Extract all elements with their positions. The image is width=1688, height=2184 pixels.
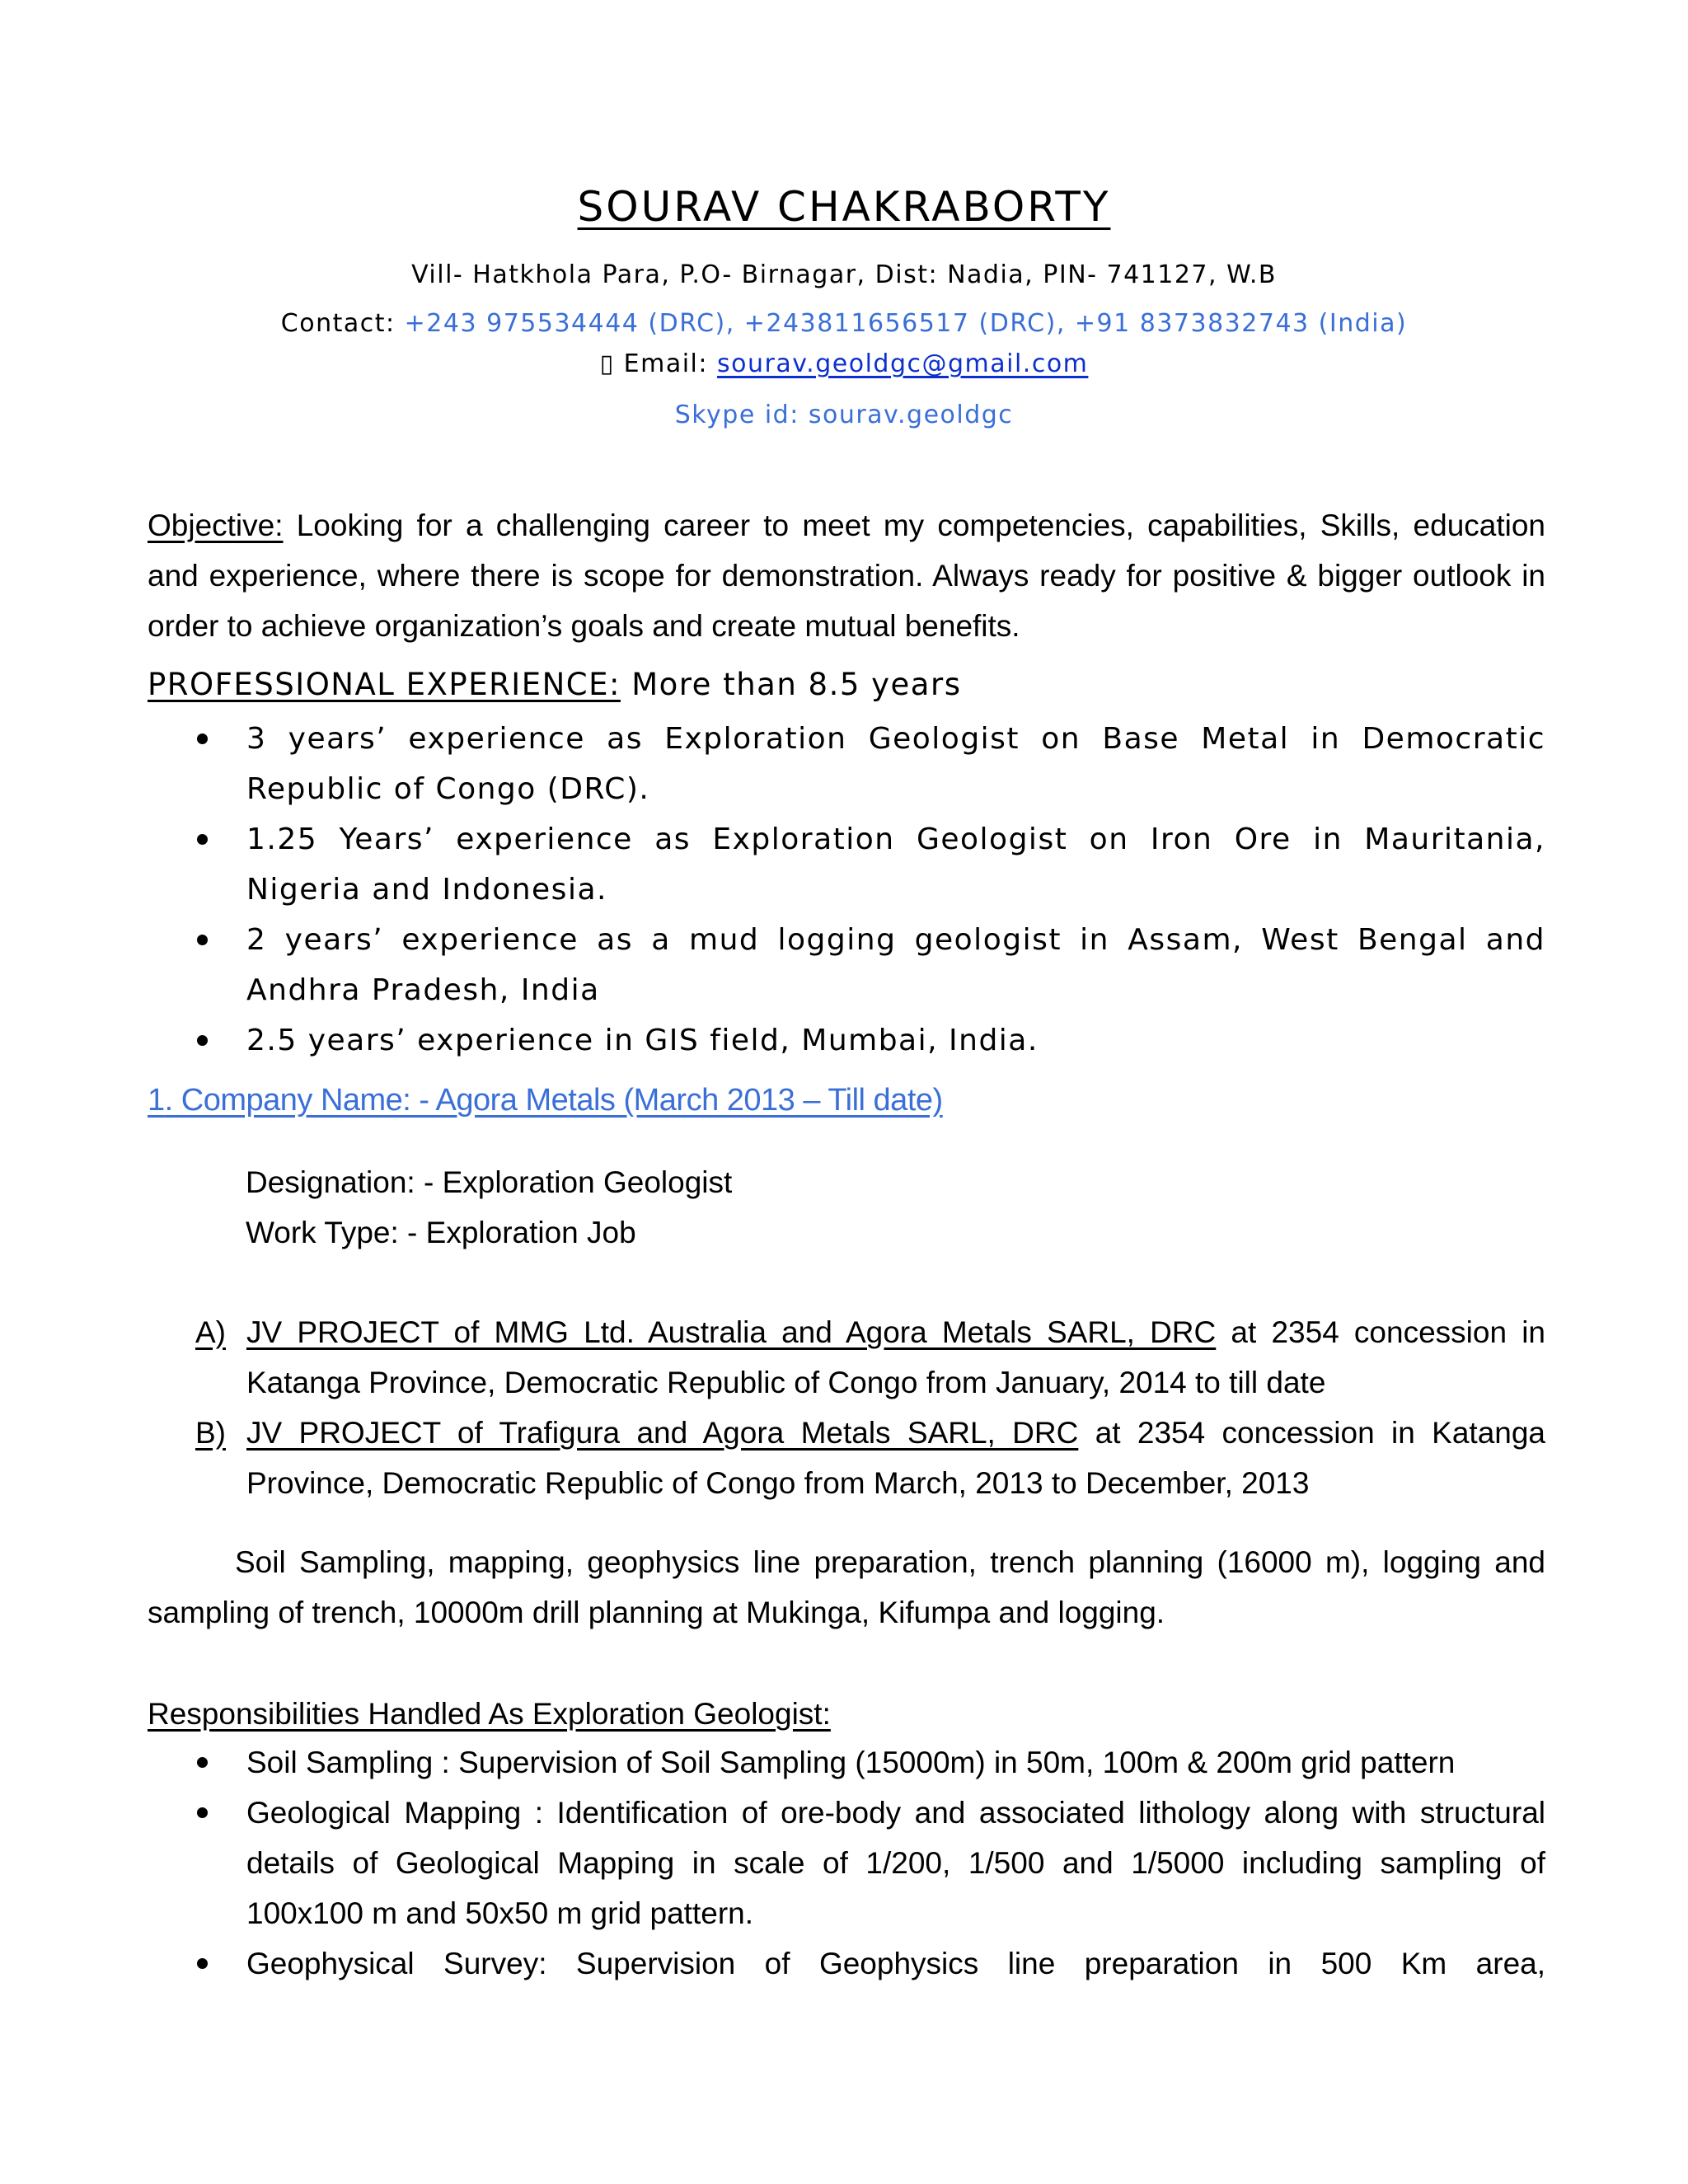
list-item: 3 years’ experience as Exploration Geologist on Base Metal in Democratic Republic of Congo (DRC). (148, 714, 1545, 814)
skype-line: Skype id: sourav.geoldgc (674, 401, 1014, 429)
company-heading[interactable] (148, 1083, 943, 1118)
responsibilities-list (148, 1737, 1545, 1989)
experience-list (148, 714, 1545, 1066)
project-title: JV PROJECT of MMG Ltd. Australia and Agora Metals SARL, DRC (246, 1315, 1217, 1349)
bullet-icon (197, 935, 208, 945)
contact-label: Contact: (280, 309, 405, 338)
address-line: Vill- Hatkhola Para, P.O- Birnagar, Dist: Nadia, PIN- 741127, W.B (411, 260, 1277, 289)
project-letter: A) (195, 1315, 226, 1349)
company-summary: Soil Sampling, mapping, geophysics line preparation, trench planning (16000 m), logging and sampling of trench, 10000m drill planning at Mukinga, Kifumpa and logging. (148, 1545, 1545, 1629)
list-item: 1.25 Years’ experience as Exploration Geologist on Iron Ore in Mauritania, Nigeria and Indonesia. (148, 814, 1545, 915)
bullet-icon (197, 1958, 208, 1969)
project-letter: B) (195, 1416, 226, 1450)
contact-line (0, 309, 1688, 338)
responsibilities-heading (148, 1689, 1545, 1739)
objective-paragraph (148, 500, 1545, 651)
email-link[interactable]: sourav.geoldgc@gmail.com (717, 349, 1089, 378)
project-detail: at 2354 concession in Katanga Province, Democratic Republic of Congo from March, 2013 to December, 2013 (246, 1416, 1546, 1500)
list-item: Soil Sampling : Supervision of Soil Sampling (15000m) in 50m, 100m & 200m grid pattern (148, 1737, 1545, 1788)
bullet-icon (197, 733, 208, 744)
objective-text: Looking for a challenging career to meet my competencies, capabilities, Skills, education and experience, where there is scope for demonstration. Always ready for positive & bigger outlook in order to achieve organization’s goals and create mutual benefits. (148, 509, 1545, 643)
email-label: Email: (614, 349, 718, 378)
projects-list (148, 1307, 1545, 1508)
experience-label: PROFESSIONAL EXPERIENCE: (148, 667, 621, 702)
objective-label: Objective: (148, 509, 284, 542)
designation-block (246, 1157, 732, 1258)
contact-numbers: +243 975534444 (DRC), +243811656517 (DRC), +91 8373832743 (India) (404, 309, 1408, 338)
project-title: JV PROJECT of Trafigura and Agora Metals SARL, DRC (246, 1416, 1079, 1450)
company-number: 1 (148, 1083, 165, 1118)
responsibilities-label: Responsibilities Handled As Exploration Geologist: (148, 1697, 831, 1731)
bullet-icon (197, 1035, 208, 1046)
list-item: 2 years’ experience as a mud logging geologist in Assam, West Bengal and Andhra Pradesh, India (148, 915, 1545, 1015)
list-item: Geophysical Survey: Supervision of Geophysics line preparation in 500 Km area, (148, 1938, 1545, 1989)
list-item (148, 1307, 1545, 1408)
experience-summary: More than 8.5 years (620, 667, 962, 702)
bullet-icon (197, 834, 208, 845)
list-item: Geological Mapping : Identification of ore-body and associated lithology along with structural details of Geological Mapping in scale of 1/200, 1/500 and 1/5000 including sampling of 100x100 m and 50x50 m grid pattern. (148, 1788, 1545, 1938)
list-item (148, 1408, 1545, 1508)
project-detail: at 2354 concession in Katanga Province, Democratic Republic of Congo from January, 2014 to till date (246, 1315, 1546, 1399)
email-icon: ▯ (599, 349, 615, 378)
experience-heading (148, 667, 961, 702)
list-item: 2.5 years’ experience in GIS field, Mumbai, India. (148, 1015, 1545, 1066)
email-line (0, 349, 1688, 378)
company-title: . Company Name: - Agora Metals (March 2013 – Till date) (164, 1083, 943, 1118)
work-type: Work Type: - Exploration Job (246, 1216, 636, 1249)
designation: Designation: - Exploration Geologist (246, 1165, 733, 1199)
bullet-icon (197, 1757, 208, 1768)
candidate-name: SOURAV CHAKRABORTY (577, 183, 1111, 231)
bullet-icon (197, 1807, 208, 1818)
